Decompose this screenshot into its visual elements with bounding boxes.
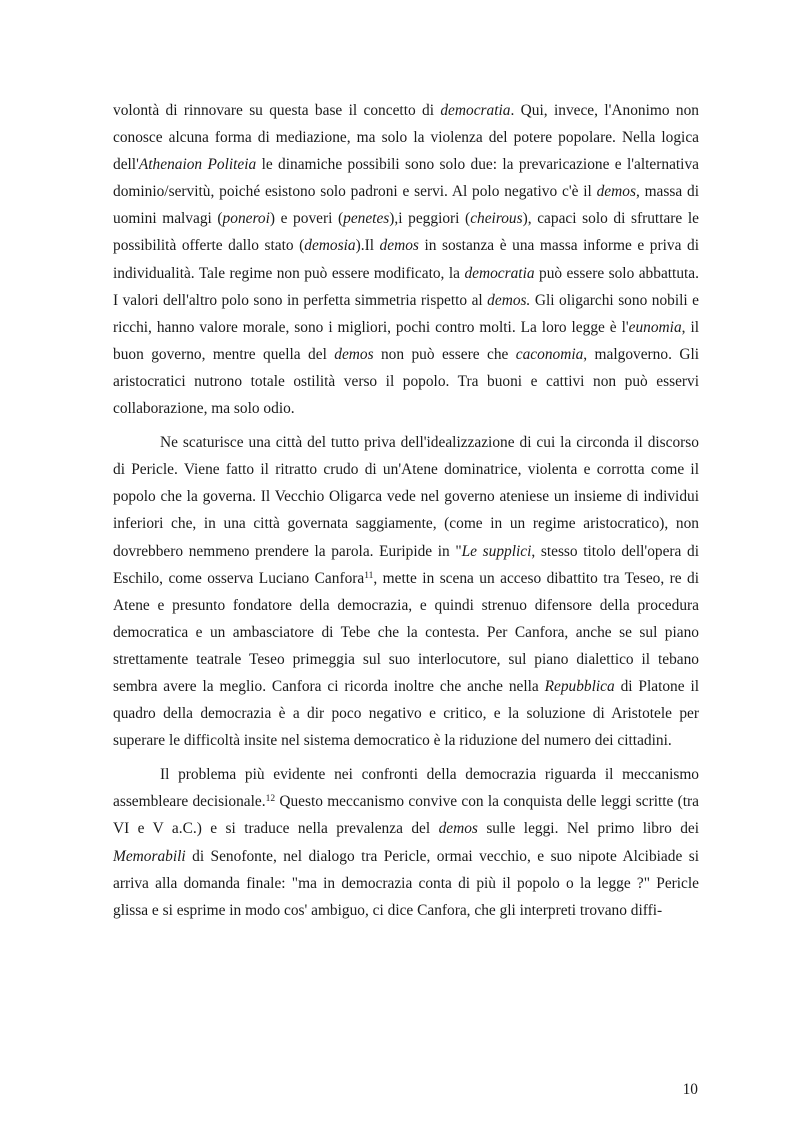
italic-term: Memorabili — [113, 847, 186, 865]
text-run: Ne scaturisce una città del tutto priva dell'idealizzazione di cui la circonda il discorso di Pericle. Viene fatto il ritratto crudo di un'Atene dominatrice, violenta e corrotta come il popolo che la governa. Il Vecchio Oligarca vede nel governo ateniese un insieme di individui inferiori che, in una città governata saggiamente, (come in un regime aristocratico), non dovrebbero nemmeno prendere la parola. Euripide in " — [113, 434, 699, 560]
italic-term: demosia — [304, 237, 356, 255]
text-run: ),i peggiori ( — [389, 210, 471, 228]
italic-term: eunomia — [628, 318, 682, 336]
italic-term: democratia — [464, 264, 535, 282]
italic-term: democratia — [440, 102, 511, 119]
text-run: volontà di rinnovare su questa base il concetto di — [113, 102, 441, 119]
text-run: , massa di uomini malvagi ( — [113, 183, 699, 228]
paragraph-2 — [113, 429, 699, 754]
text-run: ) e poveri ( — [269, 210, 344, 228]
text-run: può essere solo abbattuta. I valori dell'altro polo sono in perfetta simmetria rispetto al — [113, 264, 699, 309]
text-run: ), capaci solo di sfruttare le possibilità offerte dallo stato ( — [113, 210, 699, 255]
document-body — [113, 97, 699, 924]
footnote-ref[interactable]: 12 — [265, 794, 276, 805]
italic-term: Athenaion Politeia — [138, 156, 257, 174]
italic-term: caconomia — [515, 345, 584, 363]
italic-term: demos. — [487, 291, 531, 309]
text-run: in sostanza è una massa informe e priva di individualità. Tale regime non può essere modificato, la — [113, 237, 699, 282]
page-number: 10 — [682, 1081, 698, 1098]
italic-term: Le supplici — [461, 542, 532, 560]
text-run: , il buon governo, mentre quella del — [113, 318, 700, 363]
text-run: le dinamiche possibili sono solo due: la prevaricazione e l'alternativa dominio/servitù, poiché esistono solo padroni e servi. Al polo negativo c'è il — [113, 156, 699, 201]
text-run: , stesso titolo dell'opera di Eschilo, come osserva Luciano Canfora — [113, 542, 699, 587]
italic-term: cheirous — [470, 210, 523, 228]
italic-term: Repubblica — [544, 677, 615, 695]
italic-term: demos — [596, 183, 636, 201]
text-run: Il problema più evidente nei confronti della democrazia riguarda il meccanismo assembleare decisionale. — [113, 766, 699, 811]
italic-term: demos — [334, 345, 374, 363]
text-run: di Platone il quadro della democrazia è a dir poco negativo e critico, e la soluzione di Aristotele per superare le difficoltà insite nel sistema democratico è la riduzione del numero dei cittadini. — [113, 677, 699, 750]
footnote-ref[interactable]: 11 — [364, 570, 374, 581]
text-run: non può essere che — [373, 345, 516, 363]
text-run: sulle leggi. Nel primo libro dei — [477, 820, 699, 838]
text-run: di Senofonte, nel dialogo tra Pericle, ormai vecchio, e suo nipote Alcibiade si arriva alla domanda finale: "ma in democrazia conta di più il popolo o la legge ?" Pericle glissa e si esprime in modo cos' ambiguo, ci dice Canfora, che gli interpreti trovano diffi- — [113, 847, 699, 919]
text-run: Gli oligarchi sono nobili e ricchi, hanno valore morale, sono i migliori, pochi contro molti. La loro legge è l' — [113, 291, 699, 336]
paragraph-1 — [113, 97, 699, 422]
italic-term: demos — [379, 237, 419, 255]
paragraph-3 — [113, 761, 699, 924]
text-run: . Qui, invece, l'Anonimo non conosce alcuna forma di mediazione, ma solo la violenza del potere popolare. Nella logica dell' — [113, 102, 699, 174]
italic-term: penetes — [343, 210, 390, 228]
text-run: ).Il — [355, 237, 380, 255]
italic-term: poneroi — [222, 210, 270, 228]
text-run: , mette in scena un acceso dibattito tra Teseo, re di Atene e presunto fondatore della democrazia, e quindi strenuo difensore della procedura democratica e un ambasciatore di Tebe che la contesta. Per Canfora, anche se sul piano strettamente teatrale Teseo primeggia sul suo interlocutore, sul piano dialettico il tebano sembra avere la meglio. Canfora ci ricorda inoltre che anche nella — [113, 569, 699, 695]
text-run: Questo meccanismo convive con la conquista delle leggi scritte (tra VI e V a.C.) e si traduce nella prevalenza del — [113, 793, 699, 838]
italic-term: demos — [438, 820, 478, 838]
text-run: , malgoverno. Gli aristocratici nutrono totale ostilità verso il popolo. Tra buoni e cattivi non può esservi collaborazione, ma solo odio. — [113, 345, 699, 418]
